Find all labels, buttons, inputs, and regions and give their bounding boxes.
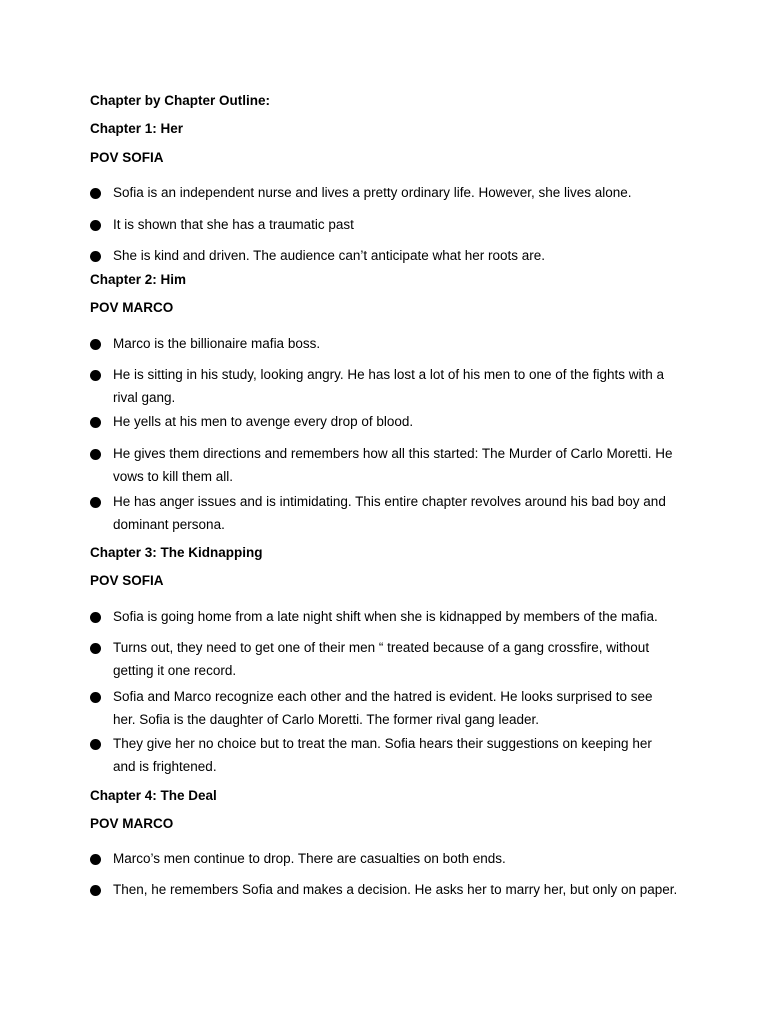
list-item-text: Marco’s men continue to drop. There are casualties on both ends.: [113, 851, 506, 866]
outline-title: Chapter by Chapter Outline:: [90, 93, 271, 108]
chapter-3-pov: POV SOFIA: [90, 573, 164, 588]
bullet-icon: [90, 497, 101, 508]
list-item-text: Turns out, they need to get one of their men “ treated because of a gang crossfire, without getting it one record.: [113, 640, 650, 678]
list-item-text: Sofia is an independent nurse and lives a pretty ordinary life. However, she lives alone.: [113, 185, 632, 200]
list-item-text: He gives them directions and remembers how all this started: The Murder of Carlo Moretti. He vows to kill them all.: [113, 446, 673, 484]
chapter-1-pov: POV SOFIA: [90, 150, 164, 165]
list-item-text: She is kind and driven. The audience can’t anticipate what her roots are.: [113, 248, 546, 263]
bullet-icon: [90, 449, 101, 460]
chapter-1-title: Chapter 1: Her: [90, 121, 184, 136]
bullet-icon: [90, 854, 101, 865]
list-item-text: Marco is the billionaire mafia boss.: [113, 336, 321, 351]
chapter-2-title: Chapter 2: Him: [90, 272, 187, 287]
list-item-text: They give her no choice but to treat the man. Sofia hears their suggestions on keeping her and is frightened.: [113, 736, 652, 774]
bullet-icon: [90, 612, 101, 623]
list-item-text: It is shown that she has a traumatic past: [113, 217, 354, 232]
list-item-text: Sofia is going home from a late night shift when she is kidnapped by members of the mafia.: [113, 609, 658, 624]
bullet-icon: [90, 220, 101, 231]
bullet-icon: [90, 739, 101, 750]
chapter-3-title: Chapter 3: The Kidnapping: [90, 545, 263, 560]
bullet-icon: [90, 251, 101, 262]
chapter-4-title: Chapter 4: The Deal: [90, 788, 217, 803]
list-item-text: He has anger issues and is intimidating. This entire chapter revolves around his bad boy and dominant persona.: [113, 494, 666, 532]
bullet-icon: [90, 417, 101, 428]
bullet-icon: [90, 643, 101, 654]
bullet-icon: [90, 339, 101, 350]
bullet-icon: [90, 370, 101, 381]
bullet-icon: [90, 692, 101, 703]
list-item-text: Sofia and Marco recognize each other and the hatred is evident. He looks surprised to see her. Sofia is the daughter of Carlo Moretti. The former rival gang leader.: [113, 689, 653, 727]
list-item-text: Then, he remembers Sofia and makes a decision. He asks her to marry her, but only on paper.: [113, 882, 678, 897]
list-item-text: He yells at his men to avenge every drop of blood.: [113, 414, 414, 429]
chapter-2-pov: POV MARCO: [90, 300, 174, 315]
bullet-icon: [90, 188, 101, 199]
bullet-icon: [90, 885, 101, 896]
chapter-4-pov: POV MARCO: [90, 816, 174, 831]
list-item-text: He is sitting in his study, looking angry. He has lost a lot of his men to one of the fights with a rival gang.: [113, 367, 665, 405]
